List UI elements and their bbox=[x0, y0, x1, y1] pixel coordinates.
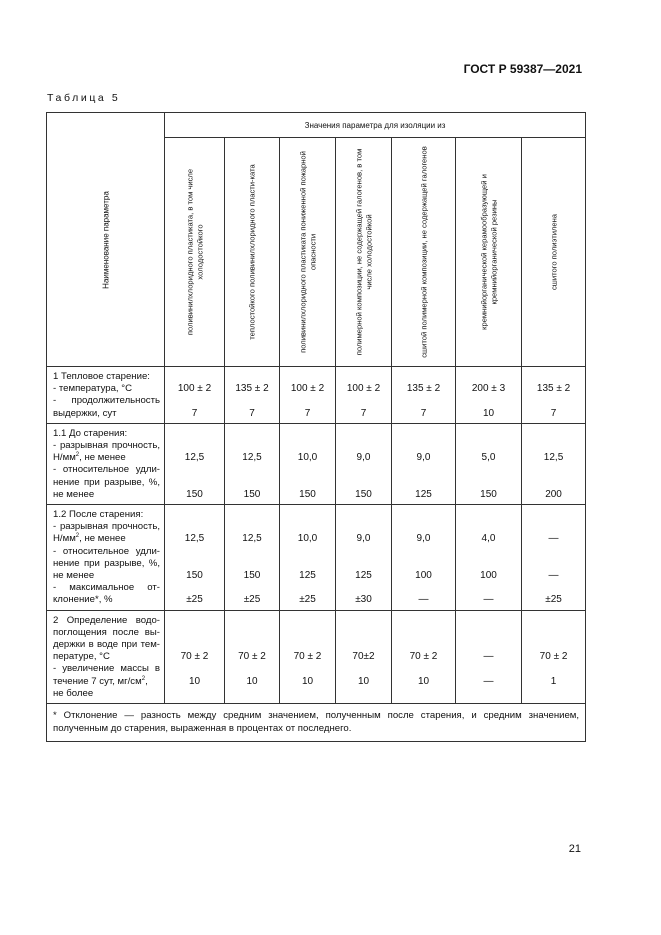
value-cell: 70 ± 2 10 bbox=[165, 610, 225, 703]
column-header: сшитой полимерной композиции, не содержащей галогенов bbox=[392, 138, 456, 367]
value-cell: 9,0 125 ±30 bbox=[336, 505, 392, 611]
column-header: кремнийорганической керамообразующей и кремнийорганической резины bbox=[456, 138, 522, 367]
table-footnote: * Отклонение — разность между средним значением, полученным после старения, и средним значением, полученным до старения, выраженная в процентах от последнего. bbox=[47, 704, 586, 742]
table-row bbox=[47, 505, 586, 611]
value-cell: 9,0 100 — bbox=[392, 505, 456, 611]
value-cell: 5,0 150 bbox=[456, 423, 522, 504]
table-row bbox=[47, 423, 586, 504]
value-cell: 9,0 125 bbox=[392, 423, 456, 504]
column-header: сшитого полиэтилена bbox=[522, 138, 586, 367]
value-cell: 4,0 100 — bbox=[456, 505, 522, 611]
value-cell: 200 ± 3 10 bbox=[456, 367, 522, 424]
column-header: полимерной композиции, не содержащей галогенов, в том числе холодостойкой bbox=[336, 138, 392, 367]
footnote-row bbox=[47, 704, 586, 742]
parameter-name-cell: 1 Тепловое старение: - температура, °С - продолжительность выдержки, сут bbox=[47, 367, 165, 424]
value-cell: 9,0 150 bbox=[336, 423, 392, 504]
value-cell: 12,5 150 bbox=[225, 423, 280, 504]
value-cell: 12,5 150 ±25 bbox=[225, 505, 280, 611]
value-cell: 70 ± 2 10 bbox=[280, 610, 336, 703]
column-header: поливинилхлоридного пластиката пониженной пожарной опасности bbox=[280, 138, 336, 367]
value-cell: 12,5 150 bbox=[165, 423, 225, 504]
column-header: теплостойкого поливинилхлоридного пласти-ката bbox=[225, 138, 280, 367]
value-cell: — — ±25 bbox=[522, 505, 586, 611]
value-cell: 70 ± 2 10 bbox=[392, 610, 456, 703]
value-cell: 100 ± 2 7 bbox=[280, 367, 336, 424]
value-cell: 10,0 150 bbox=[280, 423, 336, 504]
value-cell: 12,5 150 ±25 bbox=[165, 505, 225, 611]
parameter-name-cell: 1.2 После старения: - разрывная прочность, $Н/мм^2$, не менее - относительное удли- нение при разрыве, %, не менее - максимальное от- клонение*, % bbox=[47, 505, 165, 611]
document-standard-number: ГОСТ Р 59387—2021 bbox=[463, 62, 582, 76]
page-number: 21 bbox=[568, 843, 581, 855]
parameters-table bbox=[46, 112, 586, 742]
value-cell: 70 ± 2 1 bbox=[522, 610, 586, 703]
value-cell: 135 ± 2 7 bbox=[522, 367, 586, 424]
value-cell: — — bbox=[456, 610, 522, 703]
table-caption: Таблица 5 bbox=[47, 92, 121, 104]
parameter-name-cell: 1.1 До старения: - разрывная прочность, $Н/мм^2$, не менее - относительное удли- нение при разрыве, %, не менее bbox=[47, 423, 165, 504]
value-cell: 135 ± 2 7 bbox=[392, 367, 456, 424]
value-cell: 100 ± 2 7 bbox=[165, 367, 225, 424]
value-cell: 135 ± 2 7 bbox=[225, 367, 280, 424]
column-header: поливинилхлоридного пластиката, в том числе холодостойкого bbox=[165, 138, 225, 367]
insulation-group-header: Значения параметра для изоляции из bbox=[165, 113, 586, 138]
value-cell: 10,0 125 ±25 bbox=[280, 505, 336, 611]
value-cell: 100 ± 2 7 bbox=[336, 367, 392, 424]
parameter-name-cell: 2 Определение водо- поглощения после вы- держки в воде при тем- пературе, °С - увеличение массы в течение 7 сут, $мг/см^2$, не более bbox=[47, 610, 165, 703]
value-cell: 12,5 200 bbox=[522, 423, 586, 504]
table-row bbox=[47, 367, 586, 424]
value-cell: 70 ± 2 10 bbox=[225, 610, 280, 703]
parameter-name-header: Наименование параметра bbox=[47, 113, 165, 367]
table-row bbox=[47, 610, 586, 703]
value-cell: 70±2 10 bbox=[336, 610, 392, 703]
